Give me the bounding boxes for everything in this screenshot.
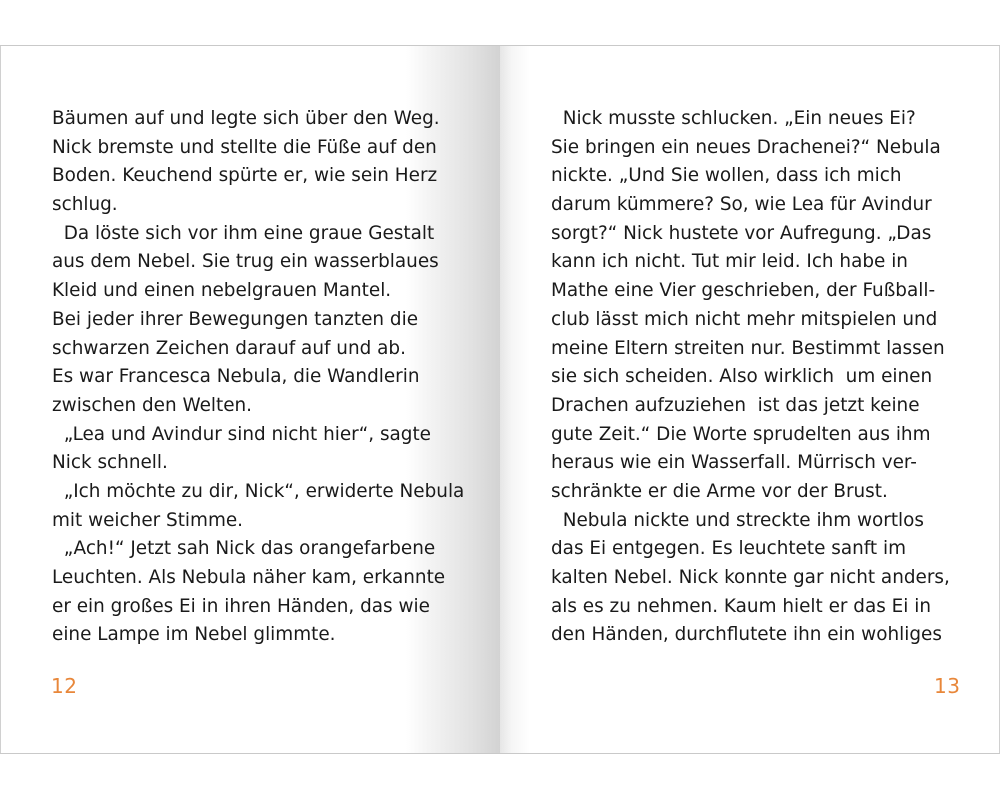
right-page xyxy=(500,46,1000,753)
right-page-text xyxy=(551,105,950,650)
page-number-right: 13 xyxy=(934,674,961,698)
text-line: Nick bremste und stellte die Füße auf den xyxy=(52,136,437,158)
text-line: Da löste sich vor ihm eine graue Gestalt xyxy=(52,222,435,244)
text-line: schwarzen Zeichen darauf auf und ab. xyxy=(52,337,406,359)
text-line: sie sich scheiden. Also wirklich um einen xyxy=(551,366,933,388)
text-line: eine Lampe im Nebel glimmte. xyxy=(52,624,336,646)
left-page-text xyxy=(52,105,464,650)
text-line: schränkte er die Arme vor der Brust. xyxy=(551,480,888,502)
text-line: Mathe eine Vier geschrieben, der Fußball- xyxy=(551,280,936,302)
text-line: nickte. „Und Sie wollen, dass ich mich xyxy=(551,165,902,187)
text-line: kann ich nicht. Tut mir leid. Ich habe in xyxy=(551,251,908,273)
text-line: „Lea und Avindur sind nicht hier“, sagte xyxy=(52,423,432,445)
text-line: schlug. xyxy=(52,194,118,216)
text-line: Boden. Keuchend spürte er, wie sein Herz xyxy=(52,165,438,187)
text-line: heraus wie ein Wasserfall. Mürrisch ver- xyxy=(551,452,917,474)
text-line: Drachen aufzuziehen ist das jetzt keine xyxy=(551,394,920,416)
text-line: darum kümmere? So, wie Lea für Avindur xyxy=(551,194,932,216)
text-line: als es zu nehmen. Kaum hielt er das Ei in xyxy=(551,595,932,617)
text-line: meine Eltern streiten nur. Bestimmt lassen xyxy=(551,337,945,359)
text-line: kalten Nebel. Nick konnte gar nicht anders, xyxy=(551,567,950,588)
text-line: „Ach!“ Jetzt sah Nick das orangefarbene xyxy=(52,538,436,560)
text-line: gute Zeit.“ Die Worte sprudelten aus ihm xyxy=(551,423,931,445)
text-line: club lässt mich nicht mehr mitspielen und xyxy=(551,308,938,330)
text-line: Bäumen auf und legte sich über den Weg. xyxy=(52,108,440,129)
text-line: den Händen, durchflutete ihn ein wohliges xyxy=(551,624,942,646)
text-line: aus dem Nebel. Sie trug ein wasserblaues xyxy=(52,251,439,273)
text-line: Nebula nickte und streckte ihm wortlos xyxy=(551,509,924,531)
text-line: zwischen den Welten. xyxy=(52,394,253,416)
text-line: er ein großes Ei in ihren Händen, das wie xyxy=(52,595,430,617)
book-spread xyxy=(0,45,1000,754)
text-line: Leuchten. Als Nebula näher kam, erkannte xyxy=(52,567,446,588)
page-number-left: 12 xyxy=(51,674,78,698)
text-line: sorgt?“ Nick hustete vor Aufregung. „Das xyxy=(551,222,932,244)
text-line: Nick schnell. xyxy=(52,452,168,474)
left-page xyxy=(0,46,500,753)
text-line: mit weicher Stimme. xyxy=(52,509,244,531)
text-line: Kleid und einen nebelgrauen Mantel. xyxy=(52,280,392,302)
text-line: Sie bringen ein neues Drachenei?“ Nebula xyxy=(551,136,941,158)
text-line: „Ich möchte zu dir, Nick“, erwiderte Nebula xyxy=(52,480,465,502)
text-line: Es war Francesca Nebula, die Wandlerin xyxy=(52,366,420,388)
text-line: Nick musste schlucken. „Ein neues Ei? xyxy=(551,108,916,129)
text-line: das Ei entgegen. Es leuchtete sanft im xyxy=(551,538,906,560)
text-line: Bei jeder ihrer Bewegungen tanzten die xyxy=(52,308,419,330)
